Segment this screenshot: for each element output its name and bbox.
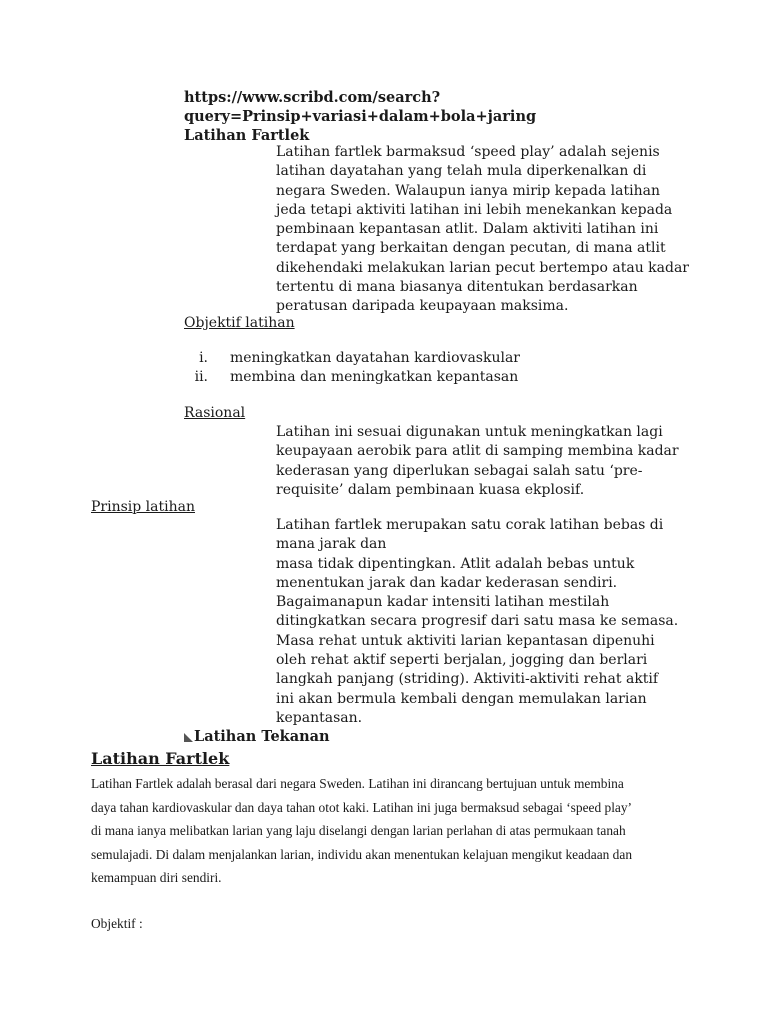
prinsip-line: oleh rehat aktif seperti berjalan, jogging dan berlari [276, 652, 648, 669]
objektif-latihan-label: Objektif latihan [184, 315, 295, 331]
collapse-triangle-icon[interactable] [184, 733, 193, 742]
intro-line: terdapat yang berkaitan dengan pecutan, di mana atlit [276, 240, 666, 257]
heading-latihan-tekanan[interactable] [184, 727, 330, 746]
prinsip-line: menentukan jarak dan kadar kederasan sendiri. [276, 574, 618, 591]
intro-line: Latihan fartlek barmaksud ‘speed play’ adalah sejenis [276, 144, 660, 160]
intro-paragraph [276, 143, 689, 317]
prinsip-line: masa tidak dipentingkan. Atlit adalah bebas untuk [276, 555, 635, 572]
list-item: membina dan meningkatkan kepantasan [230, 369, 519, 385]
rasional-label: Rasional [184, 405, 246, 421]
intro-line: pembinaan kepantasan atlit. Dalam aktiviti latihan ini [276, 221, 659, 238]
prinsip-line: ditingkatkan secara progresif dari satu masa ke semasa. [276, 613, 679, 630]
list-item: meningkatkan dayatahan kardiovaskular [230, 350, 521, 366]
rasional-paragraph [276, 423, 679, 500]
body-line: daya tahan kardiovaskular dan daya tahan otot kaki. Latihan ini juga bermaksud sebagai ‘speed play’ [91, 799, 633, 815]
prinsip-paragraph [276, 516, 678, 728]
body-line: semulajadi. Di dalam menjalankan larian, individu akan menentukan kelajuan mengikut keadaan dan [91, 846, 633, 862]
heading-latihan-tekanan-text: Latihan Tekanan [194, 728, 330, 745]
body-line: kemampuan diri sendiri. [91, 870, 222, 885]
body-line: di mana ianya melibatkan larian yang laju diselangi dengan larian perlahan di atas permukaan tanah [91, 823, 626, 838]
intro-line: latihan dayatahan yang telah mula diperkenalkan di [276, 163, 647, 180]
prinsip-latihan-label: Prinsip latihan [91, 499, 195, 515]
source-url-line-1: https://www.scribd.com/search? [184, 89, 441, 106]
objektif-colon-text: Objektif : [91, 916, 143, 931]
rasional-line: requisite’ dalam pembinaan kuasa ekplosif. [276, 481, 585, 498]
prinsip-line: langkah panjang (striding). Aktiviti-aktiviti rehat aktif [276, 671, 659, 688]
prinsip-line: kepantasan. [276, 709, 363, 726]
rasional-line: keupayaan aerobik para atlit di samping membina kadar [276, 443, 679, 460]
rasional-line: kederasan yang diperlukan sebagai salah satu ‘pre- [276, 462, 643, 479]
prinsip-line: ini akan bermula kembali dengan memulakan larian [276, 690, 647, 707]
intro-line: negara Sweden. Walaupun ianya mirip kepada latihan [276, 182, 660, 199]
prinsip-line: Masa rehat untuk aktiviti larian kepantasan dipenuhi [276, 632, 655, 649]
section-title-latihan-fartlek: Latihan Fartlek [91, 749, 230, 768]
section-body-paragraph [91, 772, 632, 890]
intro-line: dikehendaki melakukan larian pecut bertempo atau kadar [276, 259, 689, 276]
prinsip-line: Bagaimanapun kadar intensiti latihan mestilah [276, 594, 610, 611]
prinsip-line: mana jarak dan [276, 536, 387, 553]
body-line: Latihan Fartlek adalah berasal dari negara Sweden. Latihan ini dirancang bertujuan untuk membina [91, 776, 624, 791]
list-item-number: i. [199, 350, 208, 366]
prinsip-line: Latihan fartlek merupakan satu corak latihan bebas di [276, 517, 664, 533]
list-item-number: ii. [194, 369, 208, 385]
rasional-line: Latihan ini sesuai digunakan untuk meningkatkan lagi [276, 424, 663, 440]
intro-line: tertentu di mana biasanya ditentukan berdasarkan [276, 279, 638, 296]
intro-line: jeda tetapi aktiviti latihan ini lebih menekankan kepada [276, 201, 673, 218]
source-url-line-2: query=Prinsip+variasi+dalam+bola+jaring [184, 108, 537, 125]
intro-line: peratusan daripada keupayaan maksima. [276, 298, 569, 315]
objektif-colon-label [91, 912, 143, 936]
heading-latihan-fartlek: Latihan Fartlek [184, 127, 310, 144]
